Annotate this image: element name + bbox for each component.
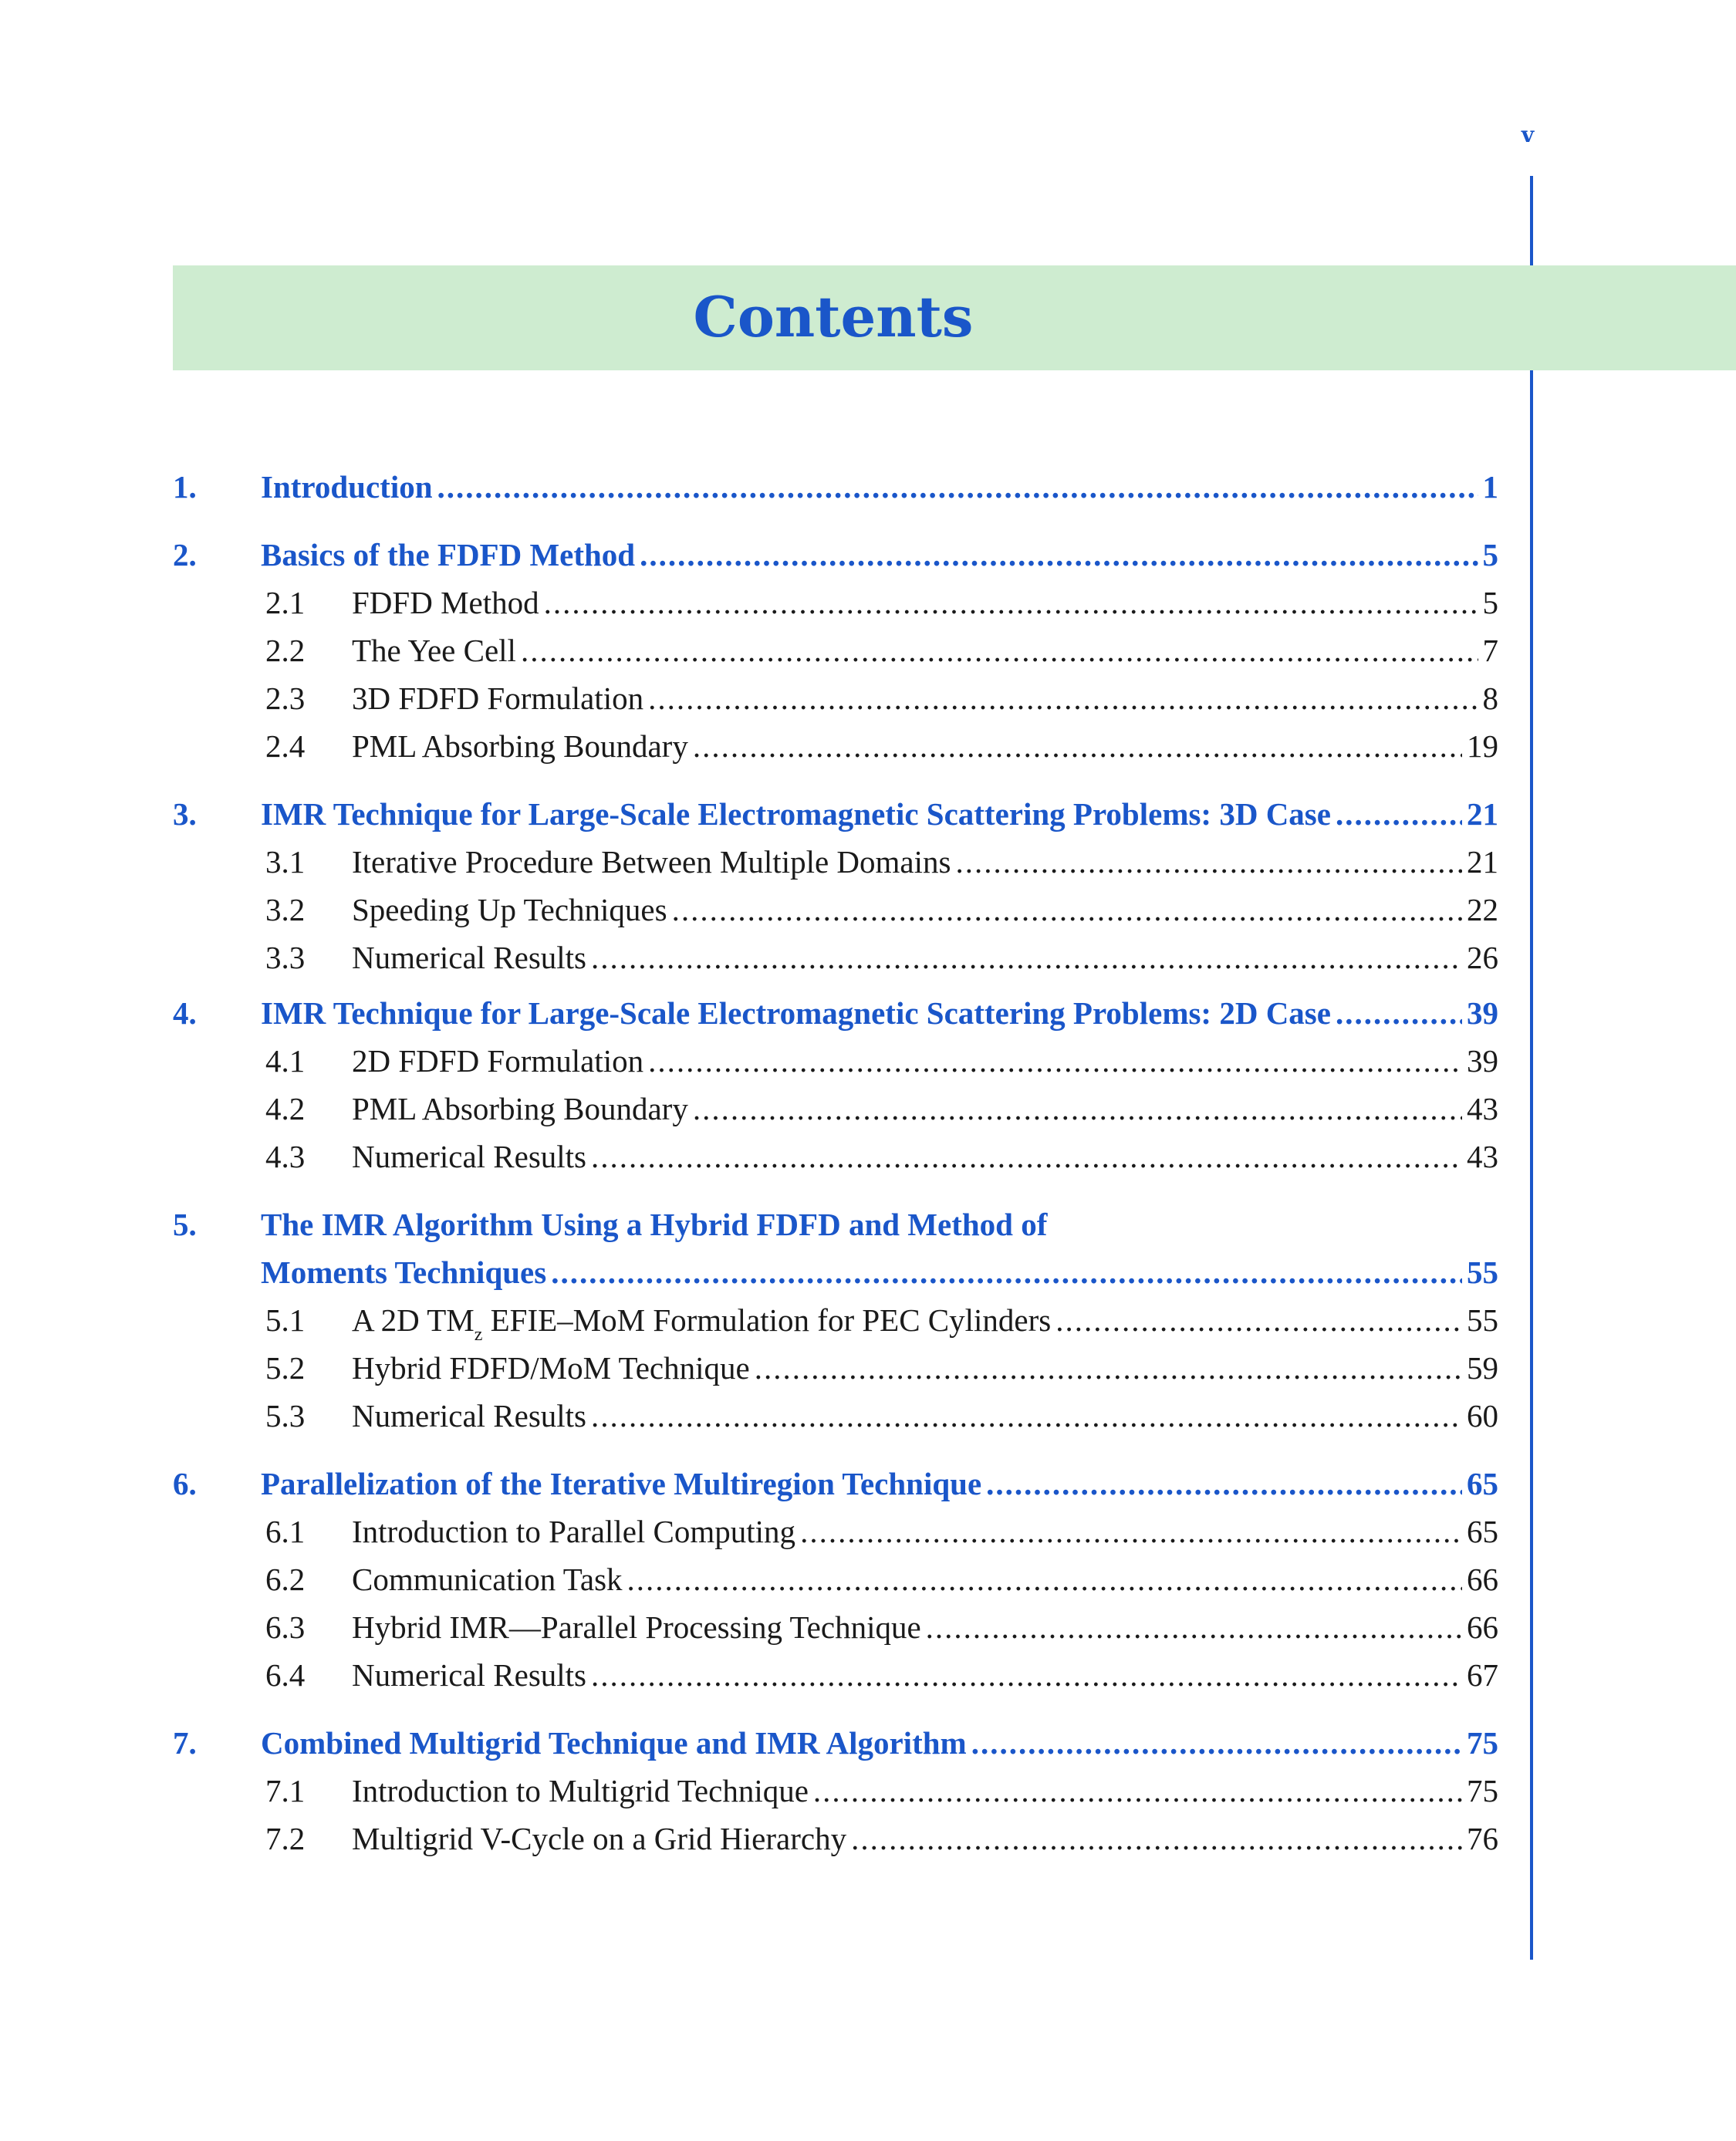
dot-leader (627, 1555, 1462, 1603)
toc-section-4-1[interactable] (173, 1037, 1498, 1085)
section-title: Introduction to Parallel Computing (352, 1514, 796, 1549)
dot-leader (544, 579, 1478, 626)
section-page: 60 (1467, 1398, 1498, 1434)
dot-leader (640, 531, 1478, 579)
section-number: 2.3 (265, 680, 306, 716)
dot-leader (986, 1460, 1462, 1508)
chapter-title: Basics of the FDFD Method (261, 537, 636, 572)
section-title: Numerical Results (352, 1139, 587, 1174)
section-number: 5.2 (265, 1350, 306, 1386)
dot-leader (437, 463, 1478, 511)
toc-section-6-1[interactable] (173, 1508, 1498, 1555)
chapter-number: 6. (173, 1466, 197, 1501)
toc-chapter-2[interactable] (173, 531, 1498, 579)
section-page: 26 (1467, 940, 1498, 975)
dot-leader (755, 1344, 1462, 1392)
dot-leader (591, 1392, 1462, 1440)
section-number: 6.4 (265, 1657, 306, 1693)
chapter-title: Combined Multigrid Technique and IMR Algorithm (261, 1725, 967, 1761)
section-number: 7.2 (265, 1821, 306, 1856)
chapter-title-line-1: The IMR Algorithm Using a Hybrid FDFD and Method of (261, 1207, 1048, 1242)
section-number: 6.2 (265, 1562, 306, 1597)
section-title: Introduction to Multigrid Technique (352, 1773, 809, 1808)
toc-section-4-3[interactable] (173, 1133, 1498, 1180)
section-page: 39 (1467, 1043, 1498, 1079)
section-page: 55 (1467, 1302, 1498, 1338)
section-page: 76 (1467, 1821, 1498, 1856)
section-title: Numerical Results (352, 940, 587, 975)
section-number: 3.3 (265, 940, 306, 975)
section-number: 2.4 (265, 728, 306, 764)
toc-section-6-3[interactable] (173, 1603, 1498, 1651)
section-title: A 2D $TM_z$ EFIE–MoM Formulation for PEC Cylinders (352, 1302, 1052, 1345)
toc-section-7-1[interactable] (173, 1767, 1498, 1815)
section-title: Hybrid IMR—Parallel Processing Technique (352, 1609, 921, 1645)
section-page: 8 (1482, 680, 1498, 716)
toc-section-5-1[interactable] (173, 1296, 1498, 1344)
toc-section-3-1[interactable] (173, 838, 1498, 886)
dot-leader (591, 1133, 1462, 1180)
section-page: 75 (1467, 1773, 1498, 1808)
dot-leader (926, 1603, 1462, 1651)
toc-chapter-5-continued[interactable] (173, 1248, 1498, 1296)
section-number: 4.1 (265, 1043, 306, 1079)
toc-section-2-3[interactable] (173, 674, 1498, 722)
section-title: PML Absorbing Boundary (352, 1091, 688, 1126)
dot-leader (693, 722, 1462, 770)
dot-leader (1336, 790, 1462, 838)
section-page: 19 (1467, 728, 1498, 764)
chapter-page: 65 (1467, 1466, 1498, 1501)
chapter-page: 75 (1467, 1725, 1498, 1761)
section-number: 4.3 (265, 1139, 306, 1174)
dot-leader (1336, 989, 1462, 1037)
page-number-folio: v (1521, 122, 1535, 147)
section-page: 43 (1467, 1091, 1498, 1126)
section-number: 5.3 (265, 1398, 306, 1434)
chapter-title: IMR Technique for Large-Scale Electromagnetic Scattering Problems: 3D Case (261, 796, 1331, 832)
dot-leader (648, 674, 1478, 722)
chapter-number: 7. (173, 1725, 197, 1761)
toc-section-3-2[interactable] (173, 886, 1498, 934)
chapter-number: 5. (173, 1207, 197, 1242)
section-title: Speeding Up Techniques (352, 892, 667, 927)
dot-leader (672, 886, 1462, 934)
dot-leader (551, 1248, 1462, 1296)
section-number: 2.1 (265, 585, 306, 620)
toc-section-2-4[interactable] (173, 722, 1498, 770)
section-number: 6.1 (265, 1514, 306, 1549)
section-title: 2D FDFD Formulation (352, 1043, 644, 1079)
dot-leader (955, 838, 1462, 886)
margin-rule-top (1530, 176, 1533, 265)
section-number: 5.1 (265, 1302, 306, 1338)
toc-chapter-4[interactable] (173, 989, 1498, 1037)
section-page: 7 (1482, 633, 1498, 668)
section-page: 67 (1467, 1657, 1498, 1693)
chapter-title: Introduction (261, 469, 433, 505)
dot-leader (591, 1651, 1462, 1699)
page-title: Contents (693, 284, 974, 350)
toc-section-5-3[interactable] (173, 1392, 1498, 1440)
toc-chapter-3[interactable] (173, 790, 1498, 838)
section-page: 5 (1482, 585, 1498, 620)
section-title: Numerical Results (352, 1398, 587, 1434)
section-number: 7.1 (265, 1773, 306, 1808)
dot-leader (813, 1767, 1462, 1815)
table-of-contents (173, 463, 1498, 1862)
section-number: 2.2 (265, 633, 306, 668)
section-page: 21 (1467, 844, 1498, 880)
chapter-page: 5 (1482, 537, 1498, 572)
toc-section-7-2[interactable] (173, 1815, 1498, 1862)
chapter-page: 39 (1467, 995, 1498, 1031)
section-number: 3.2 (265, 892, 306, 927)
dot-leader (851, 1815, 1462, 1862)
section-title: PML Absorbing Boundary (352, 728, 688, 764)
chapter-number: 4. (173, 995, 197, 1031)
section-page: 65 (1467, 1514, 1498, 1549)
toc-section-3-3[interactable] (173, 934, 1498, 981)
dot-leader (521, 626, 1478, 674)
chapter-page: 21 (1467, 796, 1498, 832)
section-page: 43 (1467, 1139, 1498, 1174)
section-page: 59 (1467, 1350, 1498, 1386)
section-page: 66 (1467, 1562, 1498, 1597)
chapter-title: IMR Technique for Large-Scale Electromagnetic Scattering Problems: 2D Case (261, 995, 1331, 1031)
dot-leader (648, 1037, 1462, 1085)
toc-chapter-6[interactable] (173, 1460, 1498, 1508)
section-title: Multigrid V-Cycle on a Grid Hierarchy (352, 1821, 847, 1856)
section-number: 3.1 (265, 844, 306, 880)
chapter-page: 55 (1467, 1255, 1498, 1290)
toc-section-2-2[interactable] (173, 626, 1498, 674)
toc-section-5-2[interactable] (173, 1344, 1498, 1392)
section-title: Communication Task (352, 1562, 623, 1597)
section-title: 3D FDFD Formulation (352, 680, 644, 716)
chapter-title-line-2: Moments Techniques (261, 1255, 547, 1290)
dot-leader (800, 1508, 1462, 1555)
toc-section-4-2[interactable] (173, 1085, 1498, 1133)
section-page: 22 (1467, 892, 1498, 927)
dot-leader (1055, 1296, 1462, 1344)
dot-leader (591, 934, 1462, 981)
toc-chapter-7[interactable] (173, 1719, 1498, 1767)
section-title: FDFD Method (352, 585, 539, 620)
chapter-number: 3. (173, 796, 197, 832)
toc-chapter-1[interactable] (173, 463, 1498, 511)
dot-leader (693, 1085, 1462, 1133)
dot-leader (971, 1719, 1462, 1767)
chapter-page: 1 (1482, 469, 1498, 505)
section-number: 4.2 (265, 1091, 306, 1126)
toc-section-6-2[interactable] (173, 1555, 1498, 1603)
margin-rule-bottom (1530, 370, 1533, 1960)
section-title: Numerical Results (352, 1657, 587, 1693)
section-title: The Yee Cell (352, 633, 516, 668)
chapter-title: Parallelization of the Iterative Multiregion Technique (261, 1466, 982, 1501)
section-number: 6.3 (265, 1609, 306, 1645)
chapter-number: 2. (173, 537, 197, 572)
toc-section-6-4[interactable] (173, 1651, 1498, 1699)
section-title: Hybrid FDFD/MoM Technique (352, 1350, 750, 1386)
section-page: 66 (1467, 1609, 1498, 1645)
toc-section-2-1[interactable] (173, 579, 1498, 626)
section-title: Iterative Procedure Between Multiple Domains (352, 844, 951, 880)
toc-chapter-5[interactable] (173, 1201, 1498, 1248)
chapter-number: 1. (173, 469, 197, 505)
